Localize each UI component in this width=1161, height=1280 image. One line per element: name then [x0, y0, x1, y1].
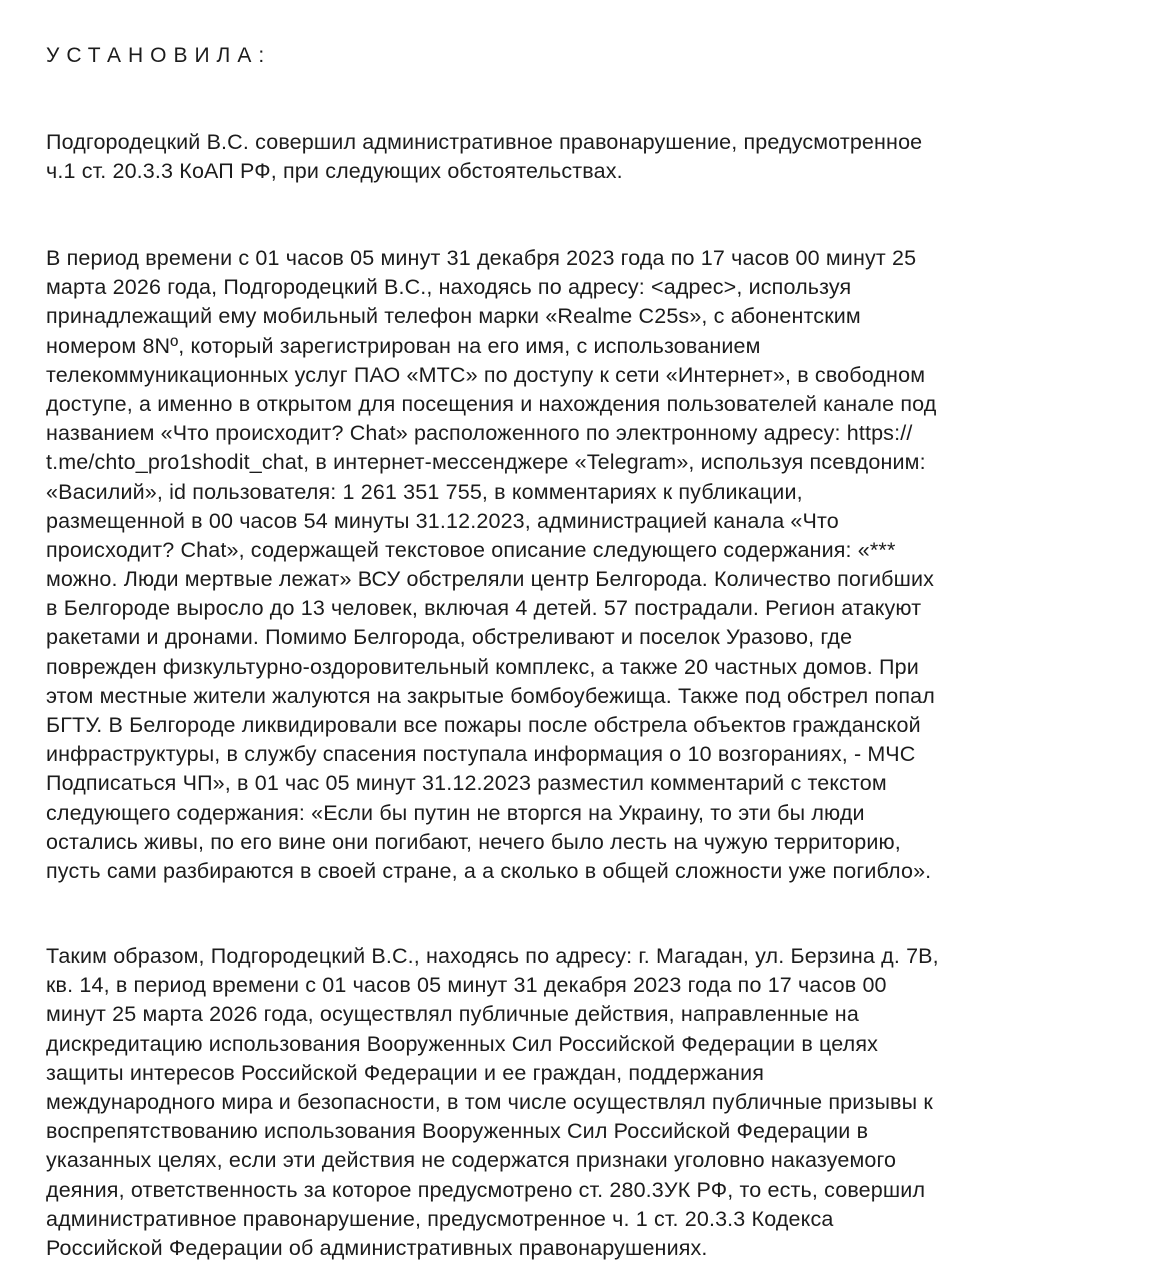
document-heading: УСТАНОВИЛА:	[46, 44, 272, 67]
text-line: остались живы, по его вине они погибают, нечего было лесть на чужую территорию,	[46, 829, 901, 854]
text-line: административное правонарушение, предусмотренное ч. 1 ст. 20.3.3 Кодекса	[46, 1206, 834, 1231]
text-line: в Белгороде выросло до 13 человек, включая 4 детей. 57 пострадали. Регион атакуют	[46, 596, 922, 621]
text-line: происходит? Chat», содержащей текстовое описание следующего содержания: «***	[46, 537, 896, 562]
text-line: размещенной в 00 часов 54 минуты 31.12.2023, администрацией канала «Что	[46, 508, 839, 533]
text-line: международного мира и безопасности, в том числе осуществлял публичные призывы к	[46, 1089, 933, 1114]
text-line: Подписаться ЧП», в 01 час 05 минут 31.12.2023 разместил комментарий с текстом	[46, 771, 887, 796]
text-line: доступе, а именно в открытом для посещения и нахождения пользователей канале под	[46, 391, 937, 416]
text-line: принадлежащий ему мобильный телефон марки «Realme C25s», с абонентским	[46, 304, 861, 329]
text-line: Таким образом, Подгородецкий В.С., находясь по адресу: г. Магадан, ул. Берзина д. 7В,	[46, 944, 939, 968]
text-line: можно. Люди мертвые лежат» ВСУ обстреляли центр Белгорода. Количество погибших	[46, 567, 935, 592]
text-line: ракетами и дронами. Помимо Белгорода, обстреливают и поселок Уразово, где	[46, 625, 853, 650]
paragraph-circumstances	[46, 244, 936, 886]
text-line: минут 25 марта 2026 года, осуществлял публичные действия, направленные на	[46, 1002, 859, 1027]
text-line: БГТУ. В Белгороде ликвидировали все пожары после обстрела объектов гражданской	[46, 713, 921, 737]
text-line: Подгородецкий В.С. совершил административное правонарушение, предусмотренное	[46, 130, 923, 154]
text-line: кв. 14, в период времени с 01 часов 05 минут 31 декабря 2023 года по 17 часов 00	[46, 973, 887, 998]
text-line: В период времени с 01 часов 05 минут 31 декабря 2023 года по 17 часов 00 минут 25	[46, 246, 917, 270]
text-line: ч.1 ст. 20.3.3 КоАП РФ, при следующих обстоятельствах.	[46, 159, 623, 184]
text-line: защиты интересов Российской Федерации и ее граждан, поддержания	[46, 1060, 765, 1085]
text-line: воспрепятствованию использования Вооруженных Сил Российской Федерации в	[46, 1119, 869, 1144]
paragraph-intro	[46, 128, 922, 186]
text-line: пусть сами разбираются в своей стране, а а сколько в общей сложности уже погибло».	[46, 858, 932, 883]
text-line: указанных целях, если эти действия не содержатся признаки уголовно наказуемого	[46, 1148, 897, 1173]
text-line: Российской Федерации об административных правонарушениях.	[46, 1235, 708, 1260]
text-line: дискредитацию использования Вооруженных Сил Российской Федерации в целях	[46, 1031, 879, 1056]
text-line: следующего содержания: «Если бы путин не вторгся на Украину, то эти бы люди	[46, 800, 865, 825]
paragraph-conclusion	[46, 942, 939, 1263]
text-line: этом местные жители жалуются на закрытые бомбоубежища. Также под обстрел попал	[46, 683, 935, 708]
text-line: деяния, ответственность за которое предусмотрено ст. 280.3УК РФ, то есть, совершил	[46, 1177, 926, 1202]
document-page	[46, 40, 1126, 1260]
text-line: телекоммуникационных услуг ПАО «МТС» по доступу к сети «Интернет», в свободном	[46, 362, 926, 387]
text-line: поврежден физкультурно-оздоровительный комплекс, а также 20 частных домов. При	[46, 654, 919, 679]
text-line: t.me/chto_pro1shodit_chat, в интернет-мессенджере «Telegram», используя псевдоним:	[46, 450, 926, 475]
text-line: названием «Что происходит? Chat» расположенного по электронному адресу: https://	[46, 421, 913, 446]
text-line: марта 2026 года, Подгородецкий В.С., находясь по адресу: <адрес>, используя	[46, 275, 852, 300]
text-line: номером 8Nº, который зарегистрирован на его имя, с использованием	[46, 333, 761, 358]
text-line: «Василий», id пользователя: 1 261 351 755, в комментариях к публикации,	[46, 479, 803, 504]
text-line: инфраструктуры, в службу спасения поступала информация о 10 возгораниях, - МЧС	[46, 742, 916, 767]
